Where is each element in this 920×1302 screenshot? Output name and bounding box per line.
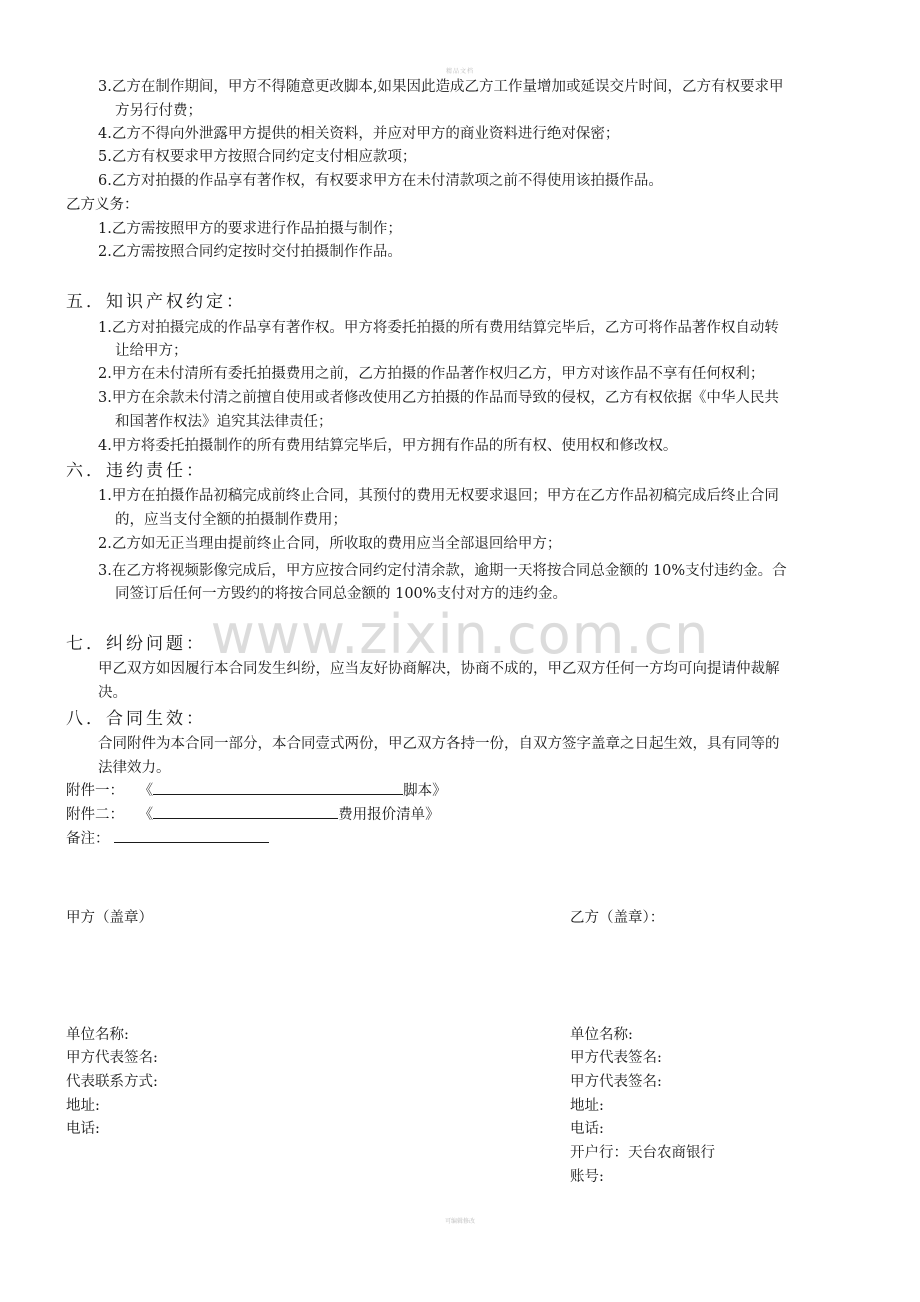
attachment-1-blank[interactable] xyxy=(153,780,403,795)
party-a-field: 地址: xyxy=(66,1098,100,1114)
party-b-field: 电话: xyxy=(570,1121,604,1137)
section-8-title: 八．合同生效： xyxy=(66,709,206,729)
party-a-field: 代表联系方式: xyxy=(66,1074,158,1090)
party-b-field: 地址: xyxy=(570,1098,604,1114)
page-header: 精品文档 xyxy=(445,68,474,75)
attachment-2-label: 附件二： xyxy=(66,807,124,823)
obligation-1: 1.乙方需按照甲方的要求进行作品拍摄与制作； xyxy=(98,221,402,237)
s7-text-line-2: 决。 xyxy=(98,685,127,701)
clause-3-line-2: 方另行付费； xyxy=(115,103,202,119)
party-b-bank: 开户行：天台农商银行 xyxy=(570,1145,715,1161)
note-blank[interactable] xyxy=(114,828,269,843)
section-7-title: 七．纠纷问题： xyxy=(66,634,206,654)
obligations-title: 乙方义务： xyxy=(66,197,139,213)
attachment-1-open-quote: 《 xyxy=(138,783,154,799)
s5-item-1-line-2: 让给甲方； xyxy=(115,343,188,359)
s8-text-line-1: 合同附件为本合同一部分，本合同壹式两份，甲乙双方各持一份，自双方签字盖章之日起生效，具有同等的 xyxy=(98,736,780,752)
page-footer: 可编辑修改 xyxy=(444,1218,475,1225)
s8-text-line-2: 法律效力。 xyxy=(98,760,171,776)
attachment-1-label: 附件一： xyxy=(66,783,124,799)
party-b-account: 账号: xyxy=(570,1169,604,1185)
attachment-1-suffix: 脚本》 xyxy=(403,783,447,799)
s6-item-2: 2.乙方如无正当理由提前终止合同，所收取的费用应当全部退回给甲方； xyxy=(98,536,562,552)
party-b-field: 甲方代表签名: xyxy=(570,1074,662,1090)
clause-3-line-1: 3.乙方在制作期间，甲方不得随意更改脚本,如果因此造成乙方工作量增加或延误交片时间，乙方有权要求甲 xyxy=(98,79,784,95)
s6-item-3-line-2: 同签订后任何一方毁约的将按合同总金额的 100%支付对方的违约金。 xyxy=(115,586,568,602)
clause-4: 4.乙方不得向外泄露甲方提供的相关资料，并应对甲方的商业资料进行绝对保密； xyxy=(98,126,620,142)
clause-6: 6.乙方对拍摄的作品享有著作权，有权要求甲方在未付清款项之前不得使用该拍摄作品。 xyxy=(98,173,663,189)
party-a-seal: 甲方（盖章） xyxy=(66,910,153,926)
party-b-field: 单位名称: xyxy=(570,1027,633,1043)
party-a-field: 单位名称: xyxy=(66,1027,129,1043)
party-b-seal: 乙方（盖章）： xyxy=(570,910,665,926)
section-5-title: 五．知识产权约定： xyxy=(66,292,246,312)
s5-item-2: 2.甲方在未付清所有委托拍摄费用之前，乙方拍摄的作品著作权归乙方，甲方对该作品不享有任何权利； xyxy=(98,366,765,382)
s7-text-line-1: 甲乙双方如因履行本合同发生纠纷，应当友好协商解决，协商不成的，甲乙双方任何一方均可向提请仲裁解 xyxy=(98,661,780,677)
party-a-field: 甲方代表签名: xyxy=(66,1050,158,1066)
note xyxy=(66,828,269,850)
section-6-title: 六．违约责任： xyxy=(66,461,206,481)
attachment-2-suffix: 费用报价清单》 xyxy=(338,807,440,823)
s6-item-1-line-2: 的，应当支付全额的拍摄制作费用； xyxy=(115,512,347,528)
clause-5: 5.乙方有权要求甲方按照合同约定支付相应款项； xyxy=(98,149,417,165)
attachment-2-open-quote: 《 xyxy=(138,807,154,823)
s6-item-1-line-1: 1.甲方在拍摄作品初稿完成前终止合同，其预付的费用无权要求退回；甲方在乙方作品初稿完成后终止合同 xyxy=(98,488,779,504)
s5-item-1-line-1: 1.乙方对拍摄完成的作品享有著作权。甲方将委托拍摄的所有费用结算完毕后，乙方可将作品著作权自动转 xyxy=(98,320,779,336)
note-label: 备注： xyxy=(66,831,110,847)
party-a-field: 电话: xyxy=(66,1121,100,1137)
watermark: www.zixin.com.cn xyxy=(210,603,710,666)
attachment-2-blank[interactable] xyxy=(153,804,338,819)
s5-item-3-line-1: 3.甲方在余款未付清之前擅自使用或者修改使用乙方拍摄的作品而导致的侵权，乙方有权依据《中华人民共 xyxy=(98,390,779,406)
attachment-2 xyxy=(66,804,440,826)
s5-item-4: 4.甲方将委托拍摄制作的所有费用结算完毕后，甲方拥有作品的所有权、使用权和修改权。 xyxy=(98,438,678,454)
s5-item-3-line-2: 和国著作权法》追究其法律责任； xyxy=(115,414,333,430)
attachment-1 xyxy=(66,780,447,802)
s6-item-3-line-1: 3.在乙方将视频影像完成后，甲方应按合同约定付清余款，逾期一天将按合同总金额的 10%支付违约金。合 xyxy=(98,563,787,579)
obligation-2: 2.乙方需按照合同约定按时交付拍摄制作作品。 xyxy=(98,244,402,260)
party-b-field: 甲方代表签名: xyxy=(570,1050,662,1066)
